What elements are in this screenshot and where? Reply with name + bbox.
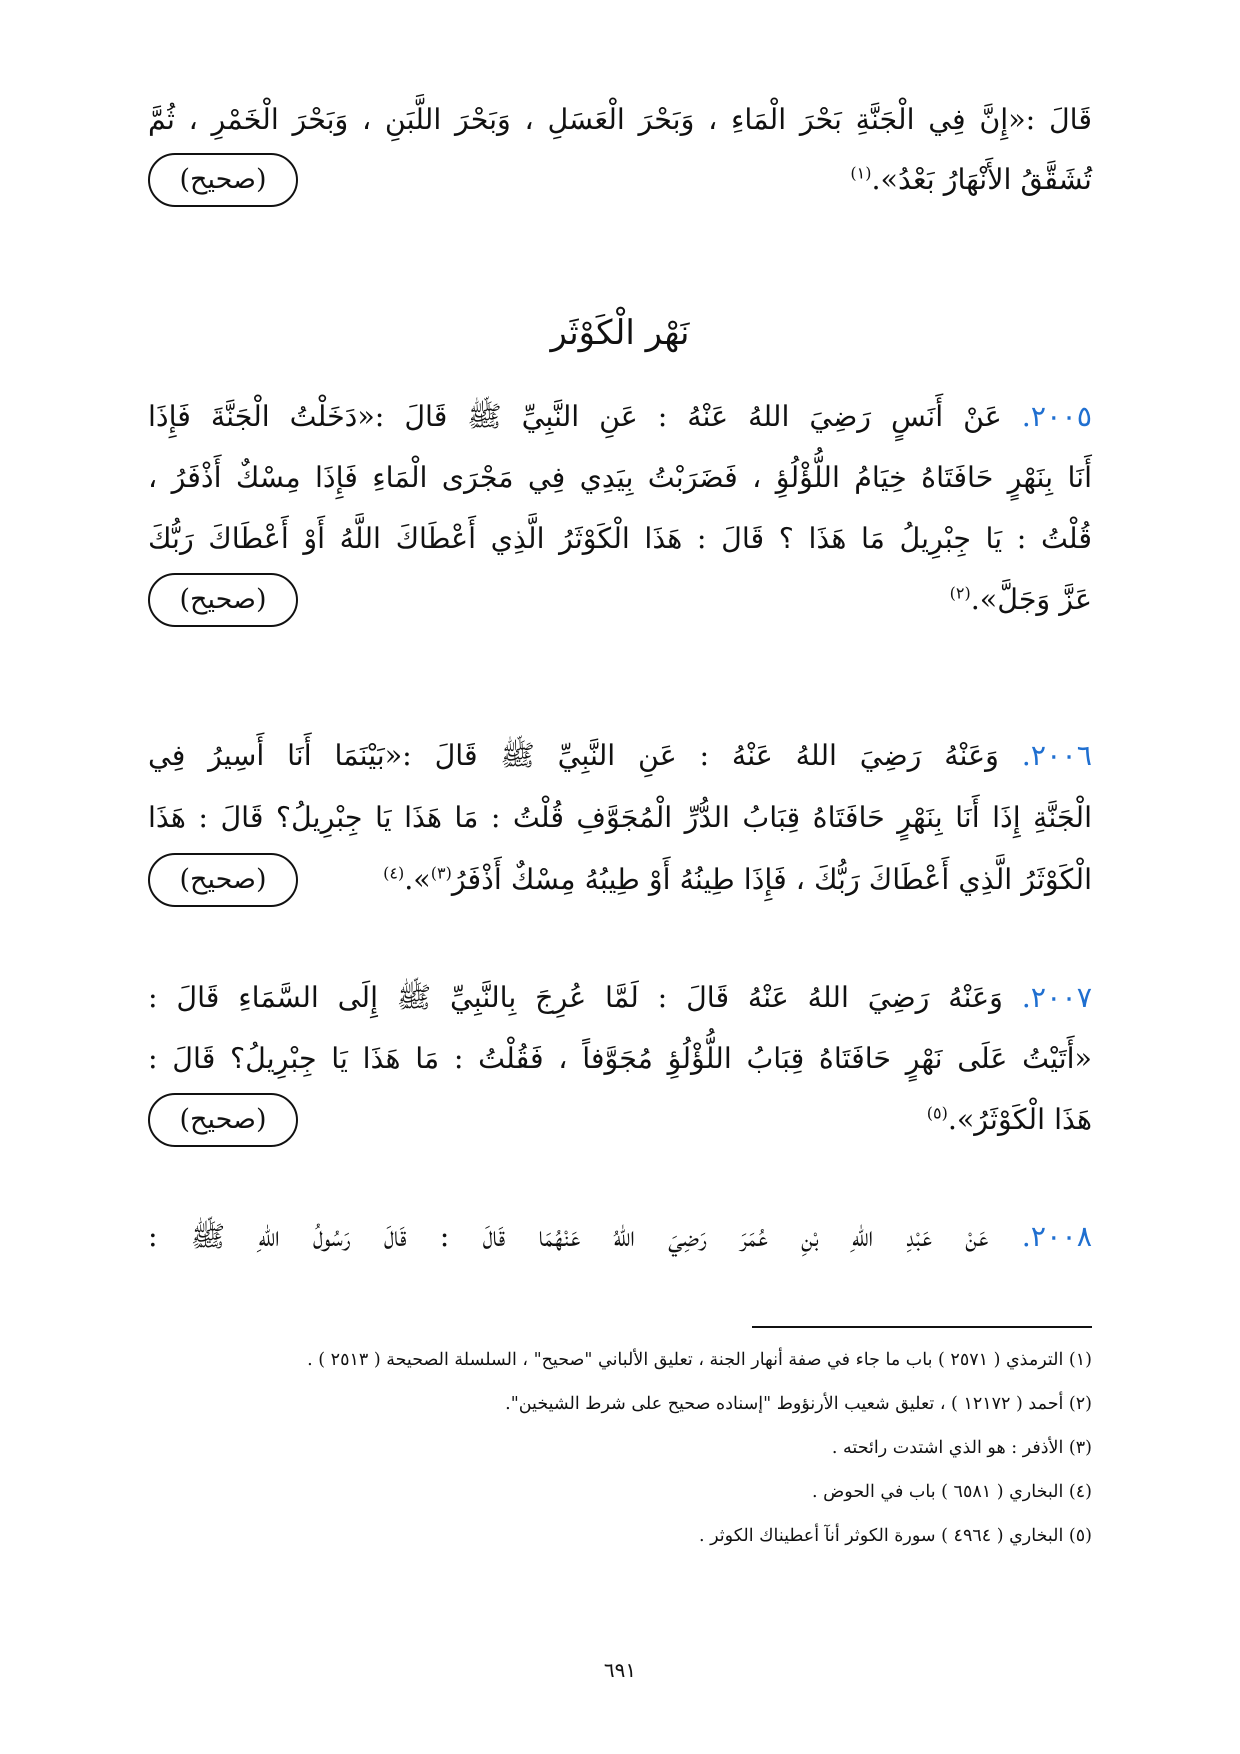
hadith-2006-line-3: الْكَوْثَرُ الَّذِي أَعْطَاكَ رَبُّكَ ، فَإِذَا طِينُهُ أَوْ طِيبُهُ مِسْكٌ أَذْفَرُ$^{(٣)}$».$^{(٤)}$ bbox=[383, 863, 1092, 896]
hadith-2006-line-2: الْجَنَّةِ إِذَا أَنَا بِنَهْرٍ حَافَتَاهُ قِبَابُ الدُّرِّ الْمُجَوَّفِ قُلْتُ : مَا هَذَا يَا جِبْرِيلُ؟ قَالَ : هَذَا bbox=[148, 801, 1092, 834]
hadith-2006-line-1: ٢٠٠٦. وَعَنْهُ رَضِيَ اللهُ عَنْهُ : عَنِ النَّبِيِّ ﷺ قَالَ :«بَيْنَمَا أَنَا أَسِيرُ فِي bbox=[148, 739, 1092, 772]
footnote-3: (٣) الأذفر : هو الذي اشتدت رائحته . bbox=[831, 1438, 1092, 1458]
hadith-number: ٢٠٠٦. bbox=[1021, 739, 1092, 772]
hadith-2008-line-1: ٢٠٠٨. عَنْ عَبْدِ اللهِ بْنِ عُمَرَ رَضِيَ اللهُ عَنْهُمَا قَالَ : قَالَ رَسُولُ اللهِ ﷺ : bbox=[148, 1220, 1092, 1253]
footnote-ref-5[interactable]: (٥) bbox=[926, 1103, 948, 1123]
hadith-2005-line-2: أَنَا بِنَهْرٍ حَافَتَاهُ خِيَامُ اللُّؤْلُؤِ ، فَضَرَبْتُ بِيَدِي فِي مَجْرَى الْمَاءِ فَإِذَا مِسْكٌ أَذْفَرُ ، bbox=[148, 461, 1092, 494]
footnote-divider bbox=[752, 1326, 1092, 1328]
hadith-2005-line-1: ٢٠٠٥. عَنْ أَنَسٍ رَضِيَ اللهُ عَنْهُ : عَنِ النَّبِيِّ ﷺ قَالَ :«دَخَلْتُ الْجَنَّةَ فَإِذَا bbox=[148, 400, 1093, 433]
footnote-ref-1[interactable]: (١) bbox=[850, 163, 872, 183]
footnote-1: (١) الترمذي ( ٢٥٧١ ) باب ما جاء في صفة أنهار الجنة ، تعليق الألباني "صحيح" ، السلسلة الصحيحة ( ٢٥١٣ ) . bbox=[307, 1350, 1092, 1370]
grade-badge: (صحيح) bbox=[148, 153, 298, 207]
page-number: ٦٩١ bbox=[603, 1658, 637, 1682]
grade-badge: (صحيح) bbox=[148, 573, 298, 627]
hadith-number: ٢٠٠٨. bbox=[1021, 1220, 1092, 1253]
hadith-2005-line-3: قُلْتُ : يَا جِبْرِيلُ مَا هَذَا ؟ قَالَ : هَذَا الْكَوْثَرُ الَّذِي أَعْطَاكَ اللَّهُ أَوْ أَعْطَاكَ رَبُّكَ bbox=[148, 522, 1092, 555]
section-title: نَهْر الْكَوْثَر bbox=[550, 313, 690, 353]
footnote-4: (٤) البخاري ( ٦٥٨١ ) باب في الحوض . bbox=[812, 1482, 1092, 1502]
footnote-2: (٢) أحمد ( ١٢١٧٢ ) ، تعليق شعيب الأرنؤوط "إسناده صحيح على شرط الشيخين". bbox=[505, 1394, 1092, 1414]
intro-line-1: قَالَ :«إِنَّ فِي الْجَنَّةِ بَحْرَ الْمَاءِ ، وَبَحْرَ الْعَسَلِ ، وَبَحْرَ اللَّبَنِ ، وَبَحْرَ الْخَمْرِ ، ثُمَّ bbox=[148, 103, 1092, 136]
footnote-5: (٥) البخاري ( ٤٩٦٤ ) سورة الكوثر أنآ أعطيناك الكوثر . bbox=[699, 1526, 1092, 1546]
grade-badge: (صحيح) bbox=[148, 853, 298, 907]
footnote-ref-3[interactable]: (٣) bbox=[430, 863, 452, 883]
hadith-2007-line-1: ٢٠٠٧. وَعَنْهُ رَضِيَ اللهُ عَنْهُ قَالَ : لَمَّا عُرِجَ بِالنَّبِيِّ ﷺ إِلَى السَّمَاءِ قَالَ : bbox=[148, 981, 1092, 1014]
hadith-number: ٢٠٠٥. bbox=[1021, 400, 1093, 433]
hadith-2007-line-2: «أَتَيْتُ عَلَى نَهْرٍ حَافَتَاهُ قِبَابُ اللُّؤْلُؤِ مُجَوَّفاً ، فَقُلْتُ : مَا هَذَا يَا جِبْرِيلُ؟ قَالَ : bbox=[148, 1042, 1092, 1075]
footnote-ref-4[interactable]: (٤) bbox=[383, 863, 405, 883]
hadith-2007-line-3: هَذَا الْكَوْثَرُ».$^{(٥)}$ bbox=[926, 1103, 1092, 1136]
grade-badge: (صحيح) bbox=[148, 1093, 298, 1147]
footnote-ref-2[interactable]: (٢) bbox=[949, 583, 971, 603]
hadith-2005-line-4: عَزَّ وَجَلَّ».$^{(٢)}$ bbox=[949, 583, 1092, 616]
intro-line-2: تُشَقَّقُ الأَنْهَارُ بَعْدُ».$^{(١)}$ bbox=[850, 163, 1092, 196]
hadith-number: ٢٠٠٧. bbox=[1021, 981, 1092, 1014]
